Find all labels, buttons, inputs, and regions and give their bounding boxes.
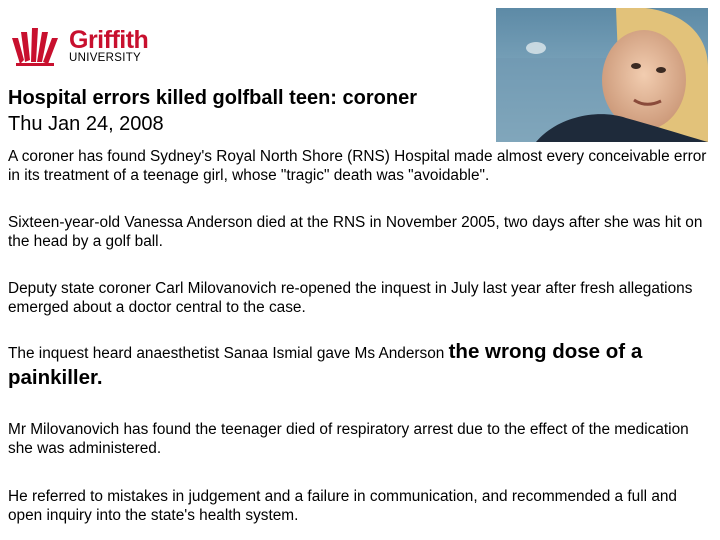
griffith-flame-icon (12, 28, 64, 66)
paragraph-5: Mr Milovanovich has found the teenager died of respiratory arrest due to the effect of the medication she was administered. (8, 421, 689, 457)
paragraph-4-text: The inquest heard anaesthetist Sanaa Ismial gave Ms Anderson (8, 345, 449, 362)
paragraph-6: He referred to mistakes in judgement and a failure in communication, and recommended a full and open inquiry into the state's health system. (8, 488, 677, 524)
paragraph-3: Deputy state coroner Carl Milovanovich re-opened the inquest in July last year after fresh allegations emerged about a doctor central to the case. (8, 280, 693, 316)
paragraph-4 (8, 340, 714, 392)
emphasized-text: the wrong dose of a painkiller. (8, 340, 643, 389)
publish-date: Thu Jan 24, 2008 (8, 113, 164, 135)
paragraph-1: A coroner has found Sydney's Royal North Shore (RNS) Hospital made almost every conceivable error in its treatment of a teenage girl, whose "tragic" death was "avoidable". (8, 148, 707, 184)
article-photo (496, 8, 708, 142)
paragraph-2: Sixteen-year-old Vanessa Anderson died at the RNS in November 2005, two days after she was hit on the head by a golf ball. (8, 214, 703, 250)
logo-subtitle: UNIVERSITY (69, 52, 142, 64)
logo-wordmark: Griffith (69, 26, 149, 54)
headline: Hospital errors killed golfball teen: coroner (8, 87, 417, 109)
griffith-university-logo (12, 26, 162, 68)
